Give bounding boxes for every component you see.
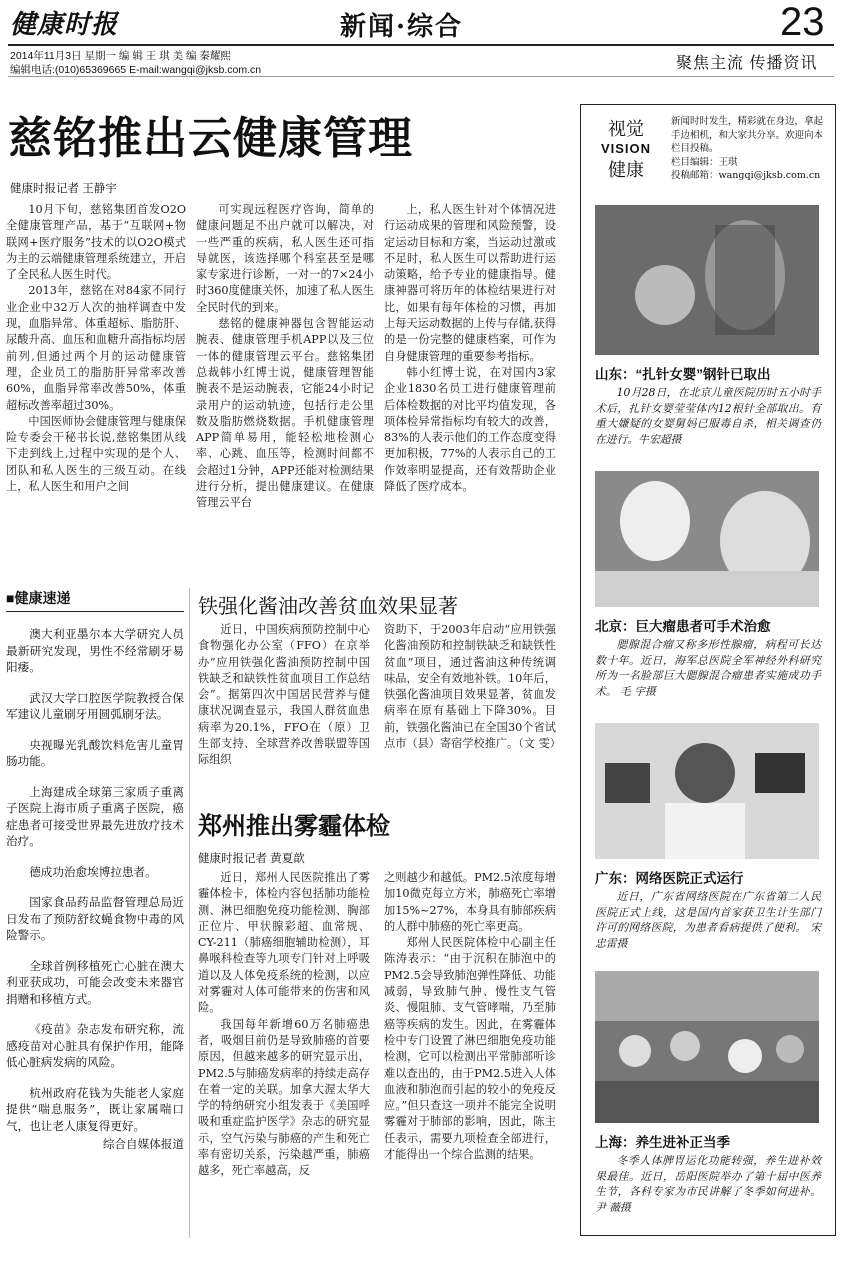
photo-beijing [595,471,819,607]
brief-item: 杭州政府花钱为失能老人家庭提供“喘息服务”，既让家属喘口气，也让老人康复得更好。 [6,1085,184,1133]
iron-article-col2 [384,622,561,752]
paragraph: 之则越少和越低。PM2.5浓度每增加10微克每立方米，肺癌死亡率增加15%~27%，本身具有肺部疾病的人群中肺癌的死亡率更高。 [384,871,556,933]
contact-line: 编辑电话:(010)65369665 E-mail:wangqi@jksb.com.cn [10,64,262,76]
brief-item: 央视曝光乳酸饮料危害儿童胃肠功能。 [6,737,184,768]
paragraph: 2013年，慈铭在对84家不同行业企业中32万人次的抽样调查中发现，血脂异常、体重超标、脂肪肝、尿酸升高、血压和血糖升高指标均居前列,但通过两个月的运动健康管理，企业员工的脂肪肝异常率改善60%，血脂异常率改善50%，体重超标改善率超过30%。 [6,284,186,412]
masthead-bottom-rule [8,76,834,77]
main-article-col3 [384,202,556,495]
brief-item: 上海建成全球第三家质子重离子医院上海市质子重离子医院，癌症患者可接受世界最先进放疗技术治疗。 [6,784,184,848]
newspaper-logo: 健康时报 [10,10,119,40]
briefs-title: ■健康速递 [6,588,184,612]
photo-shandong [595,205,819,355]
story-text: 冬季人体脾胃运化功能转强，养生进补效果最佳。近日，岳阳医院举办了第十届中医养生节，各科专家为市民讲解了冬季如何进补。 尹 薇摄 [595,1154,821,1214]
vision-cn2: 健康 [608,160,644,180]
iron-headline: 铁强化酱油改善贫血效果显著 [198,594,458,618]
page-number: 23 [780,0,825,44]
vision-sidebar [580,104,836,1236]
main-byline: 健康时报记者 王静宇 [10,183,117,195]
vision-intro [671,115,831,183]
brief-item: 德成功治愈埃博拉患者。 [29,864,157,879]
masthead-rule [8,44,834,46]
paragraph: 中国医师协会健康管理与健康保险专委会干秘书长说,慈铭集团从线下走到线上,过程中实现的是个人、团队和私人医生的三级互动。在线上，私人医生和用户之间 [6,414,186,494]
paragraph: 近日，郑州人民医院推出了雾霾体检卡，体检内容包括肺功能检测、淋巴细胞免疫功能检测、胸部正位片、甲状腺彩超、血常规、CY-211（肺癌细胞辅助检测），耳鼻喉科检查等九项专门针对上呼吸道以及人体免疫系统的检测，以应对雾霾对人体可能带来的伤害和风险。 [198,871,370,1015]
paragraph: 上，私人医生针对个体情况进行运动成果的管理和风险预警，设定运动目标和方案，当运动过激或不足时，私人医生可以帮助进行运动策略，给予专业的健康指导。健康神器可将历年的体检结果进行对比，如果有每年体检的习惯，再加上每天运动数据的上传与存储,获得的是一份完整的健康档案，可作为自身健康管理的重要参考指标。 [384,203,556,363]
vision-cn: 视觉 [608,119,644,139]
paragraph: 资助下，于2003年启动“应用铁强化酱油预防和控制铁缺乏和缺铁性贫血”项目，通过酱油这种传统调味品，安全有效地补铁。10年后，铁强化酱油项目效果显著，贫血发病率在原有基础上下降30%。目前，铁强化酱油已在全国30个省试点市（县）寄宿学校推广。（文 雯） [384,623,561,751]
main-article-col2 [196,202,374,512]
story-title: 广东：网络医院正式运行 [595,871,744,886]
smog-article-col1 [198,870,370,1180]
briefs-divider [189,588,190,1238]
smog-article-col2 [384,870,556,1163]
briefs-source: 综合自媒体报道 [102,1137,184,1151]
paragraph: 韩小红博士说，在对国内3家企业1830名员工进行健康管理前后体检数据的对比平均值发现，各项体检异常指标均有较大的改善，83%的人表示他们的工作态度变得更加积极，77%的人表示自己的工作效率明显提高，还有效帮助企业降低了医疗成本。 [384,365,556,494]
smog-byline: 健康时报记者 黄夏歆 [198,853,305,865]
brief-item: 全球首例移植死亡心脏在澳大利亚获成功，可能会改变未来器官捐赠和移植方式。 [6,958,184,1006]
date-line: 2014年11月3日 星期一 编 辑 王 琪 美 编 秦耀熙 [10,50,231,62]
intro-text: 新闻时时发生，精彩就在身边，拿起手边相机，和大家共分享。欢迎向本栏目投稿。 [671,116,824,154]
story-title: 山东：“扎针女婴”钢针已取出 [595,367,771,382]
story-title: 上海：养生进补正当季 [595,1135,730,1150]
brief-item: 《疫苗》杂志发布研究称，流感疫苗对心脏具有保护作用，能降低心脏病发病的风险。 [6,1022,184,1069]
section-title: 新闻·综合 [340,12,464,42]
story-text: 近日，广东省网络医院在广东省第二人民医院正式上线，这是国内首家获卫生计生部门许可的网络医院，为患者看病提供了便利。 宋忠雷摄 [595,890,821,950]
briefs-title-text: 健康速递 [14,590,71,606]
vision-logo [595,115,657,182]
brief-item: 武汉大学口腔医学院教授合保军建议儿童刷牙用圆弧刷牙法。 [6,690,184,721]
paragraph: 郑州人民医院体检中心副主任陈涛表示：“由于沉积在肺泡中的PM2.5会导致肺泡弹性降低、功能减弱，导致肺气肿、慢性支气管炎、慢阻肺、支气管哮喘，乃至肺癌等疾病的发生。因此，在雾霾体检中专门设置了淋巴细胞免疫功能检测，它可以检测出平常肺部听诊难以查出的，由于PM2.5进入人体血液和肺泡而引起的较小的免疫反应。”但只查这一项并不能完全说明雾霾对于肺部的影响，因此，陈主任表示，需要九项检查全部进行，才能得出一个综合监测的结果。 [384,936,556,1162]
paragraph: 我国每年新增60万名肺癌患者，吸烟目前仍是导致肺癌的首要原因，但越来越多的研究显示出，PM2.5与肺癌发病率的持续走高存在着一定的关联。加拿大渥太华大学的特纳研究小组发表于《美国呼吸和重症监护医学》杂志的研究显示，空气污染与肺癌的产生和死亡率有密切关系，污染越严重，肺癌越多，死亡率越高，反 [198,1017,370,1178]
story-title: 北京：巨大瘤患者可手术治愈 [595,619,771,634]
iron-article-col1 [198,622,370,769]
paragraph: 慈铭的健康神器包含智能运动腕表、健康管理手机APP以及三位一体的健康管理云平台。慈铭集团总裁韩小红博士说，健康管理智能腕表不是运动腕表，它能24小时记录用户的运动轨迹，包括行走公里数及脂肪燃烧数据。手机健康管理APP简单易用，能轻松地检测心率、心跳、血压等，检测时间都不会超过1分钟，APP还能对检测结果进行分析，提出健康建议。在健康管理云平台 [196,317,374,510]
editor-text: 栏目编辑：王琪 [671,156,738,168]
paragraph: 10月下旬，慈铭集团首发O2O全健康管理产品，基于“互联网+物联网+医疗服务”技术的以O2O模式为主的云端健康管理系统建立，开启了全民私人医生时代。 [6,203,186,282]
paragraph: 近日，中国疾病预防控制中心食物强化办公室（FFO）在京举办“应用铁强化酱油预防控制中国铁缺乏和缺铁性贫血项目工作总结会”。据第四次中国居民营养与健康状况调查显示，我国人群贫血患病率为20.1%，FFO在（原）卫生部支持、全球营养改善联盟等国际组织 [198,623,370,767]
story-text: 腮腺混合瘤又称多形性腺瘤，病程可长达数十年。近日，海军总医院全军神经外科研究所为一名脸部巨大腮腺混合瘤患者实施成功手术。 毛 宇摄 [595,638,821,698]
photo-guangdong [595,723,819,859]
briefs-column [6,588,184,1152]
main-article-col1 [6,202,186,495]
smog-headline: 郑州推出雾霾体检 [198,811,390,840]
email-text: 投稿邮箱：wangqi@jksb.com.cn [671,170,821,181]
brief-item: 国家食品药品监督管理总局近日发布了预防舒纹蝇食物中毒的风险警示。 [6,895,184,942]
photo-shanghai [595,971,819,1123]
brief-item: 澳大利亚墨尔本大学研究人员最新研究发现，男性不经常刷牙易阳痿。 [6,627,184,674]
story-text: 10月28日，在北京儿童医院历时五小时手术后，扎针女婴莹莹体内12根针全部取出。有重大嫌疑的女婴舅妈已服毒自杀，相关调查仍在进行。牛宏超摄 [595,386,821,446]
main-headline: 慈铭推出云健康管理 [8,113,413,164]
slogan: 聚焦主流 传播资讯 [676,55,818,72]
vision-en: VISION [600,141,652,156]
paragraph: 可实现远程医疗咨询，简单的健康问题足不出户就可以解决，对一些严重的疾病，私人医生还可指导就医，该选择哪个科室甚至是哪家专家进行诊断，一对一的7×24小时360度健康关怀，加速了私人医生全民时代的到来。 [196,203,374,314]
